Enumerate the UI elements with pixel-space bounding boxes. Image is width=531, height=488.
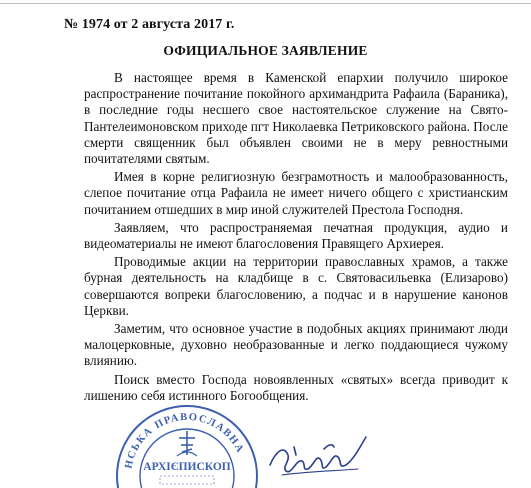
document-number: № 1974 от 2 августа 2017 г. [64,17,235,32]
top-rule [0,3,531,4]
paragraph: Проводимые акции на территории православных храмов, а также бурная деятельность на кладбище в с. Святовасильевка (Елизарово) совершаются вопреки благословению, а подчас и в нарушение канонов Церкви. [84,254,508,318]
paragraph: Поиск вместо Господа новоявленных «святых» всегда приводит к лишению себя истинного Богообщения. [84,371,508,403]
paragraph: Заметим, что основное участие в подобных акциях принимают люди малоцерковные, духовно необразованные и легко поддающиеся чужому влиянию. [84,321,508,369]
stamp-lower-text-fragment [160,476,214,484]
stamp-center-text: АРХІЄПИСКОП [143,461,231,473]
paragraph: Заявляем, что распространяемая печатная продукция, аудио и видеоматериалы не имеют благословения Правящего Архиерея. [84,219,508,252]
document-title: ОФИЦИАЛЬНОЕ ЗАЯВЛЕНИЕ [163,43,368,58]
stamp-ring-textpath: НСЬКА ПРАВОСЛАВНА [123,411,246,470]
paragraph: В настоящее время в Каменской епархии получило широкое распространение почитание покойного архимандрита Рафаила (Бараника), в последние годы несшего свое настоятельское служение на Свято-Пантелеимоновском приходе пгт Николаевка Петриковского района. После смерти священник был объявлен своими не в меру ревностными почитателями святым. [84,70,508,167]
cross-icon [177,431,197,456]
paragraph: Имея в корне религиозную безграмотность и малообразованность, слепое почитание отца Рафаила не имеет ничего общего с христианским почитанием отшедших в мир иной служителей Престола Господня. [84,169,508,217]
handwritten-signature [262,425,372,480]
document-body [84,70,508,406]
official-stamp [112,398,262,488]
